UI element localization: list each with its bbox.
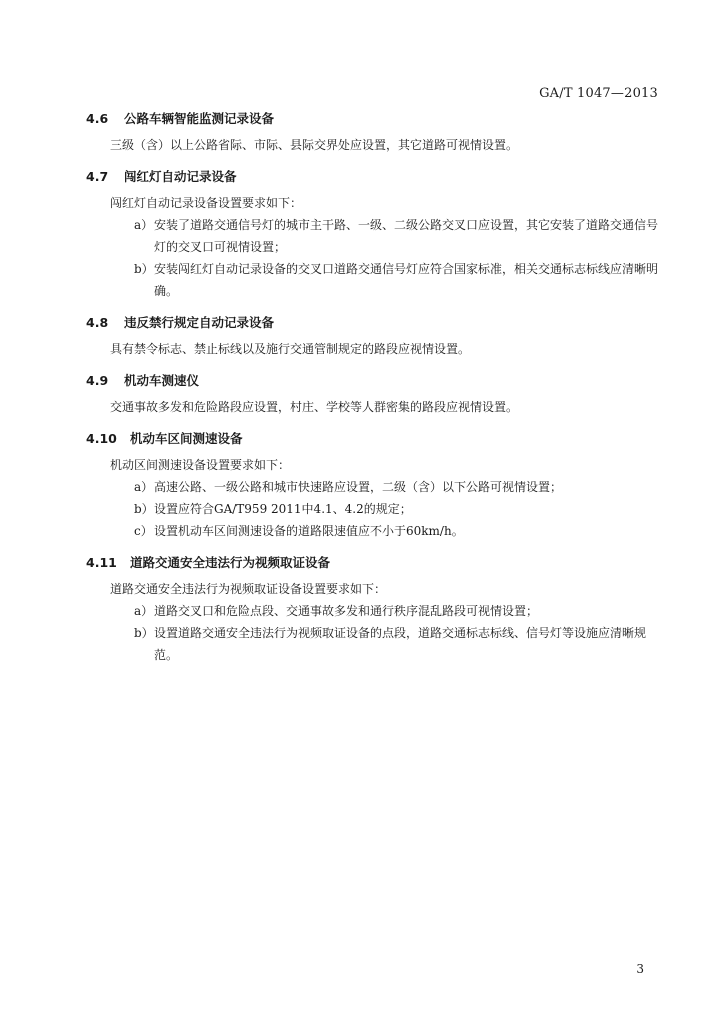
list-marker: b） <box>134 626 154 640</box>
list-item <box>110 600 658 622</box>
section-4-9 <box>86 370 658 418</box>
section-number: 4.10 <box>86 431 117 446</box>
standard-code: GA/T 1047—2013 <box>539 86 658 101</box>
section-title <box>86 552 658 574</box>
list-item <box>110 214 658 258</box>
section-number: 4.7 <box>86 169 109 184</box>
section-number: 4.8 <box>86 315 109 330</box>
section-heading: 机动车区间测速设备 <box>130 431 243 446</box>
list-text: 安装了道路交通信号灯的城市主干路、一级、二级公路交叉口应设置，其它安装了道路交通信号灯的交叉口可视情设置； <box>154 218 659 254</box>
section-title <box>86 166 658 188</box>
requirement-list <box>86 214 658 302</box>
section-heading: 闯红灯自动记录设备 <box>124 169 237 184</box>
section-heading: 机动车测速仪 <box>124 373 200 388</box>
list-marker: b） <box>134 502 154 516</box>
section-heading: 违反禁行规定自动记录设备 <box>124 315 275 330</box>
section-paragraph: 机动区间测速设备设置要求如下： <box>110 458 291 472</box>
section-heading: 公路车辆智能监测记录设备 <box>124 111 275 126</box>
list-marker: a） <box>134 480 154 494</box>
page-number: 3 <box>636 962 644 976</box>
list-item <box>110 258 658 302</box>
section-number: 4.11 <box>86 555 117 570</box>
section-paragraph: 具有禁令标志、禁止标线以及施行交通管制规定的路段应视情设置。 <box>110 342 471 356</box>
list-marker: c） <box>134 524 153 538</box>
section-4-7 <box>86 166 658 302</box>
document-body <box>86 108 658 676</box>
list-text: 安装闯红灯自动记录设备的交叉口道路交通信号灯应符合国家标准，相关交通标志标线应清晰明确。 <box>154 262 659 298</box>
section-paragraph: 三级（含）以上公路省际、市际、县际交界处应设置，其它道路可视情设置。 <box>110 138 519 152</box>
section-title <box>86 108 658 130</box>
section-title <box>86 312 658 334</box>
list-item <box>110 520 658 542</box>
section-heading: 道路交通安全违法行为视频取证设备 <box>130 555 331 570</box>
list-text: 高速公路、一级公路和城市快速路应设置，二级（含）以下公路可视情设置； <box>154 480 563 494</box>
list-item <box>110 498 658 520</box>
list-text: 设置应符合GA/T959 2011中4.1、4.2的规定； <box>154 502 412 516</box>
list-item <box>110 622 658 666</box>
section-4-6 <box>86 108 658 156</box>
section-number: 4.9 <box>86 373 109 388</box>
list-text: 道路交叉口和危险点段、交通事故多发和通行秩序混乱路段可视情设置； <box>154 604 539 618</box>
section-number: 4.6 <box>86 111 109 126</box>
list-marker: a） <box>134 604 154 618</box>
list-item <box>110 476 658 498</box>
list-text: 设置机动车区间测速设备的道路限速值应不小于60km/h。 <box>154 524 464 538</box>
section-4-10 <box>86 428 658 542</box>
list-marker: a） <box>134 218 154 232</box>
requirement-list <box>86 476 658 542</box>
section-paragraph: 闯红灯自动记录设备设置要求如下： <box>110 196 303 210</box>
section-title <box>86 370 658 392</box>
list-marker: b） <box>134 262 154 276</box>
requirement-list <box>86 600 658 666</box>
list-text: 设置道路交通安全违法行为视频取证设备的点段，道路交通标志标线、信号灯等设施应清晰规范。 <box>154 626 647 662</box>
section-4-11 <box>86 552 658 666</box>
section-paragraph: 交通事故多发和危险路段应设置，村庄、学校等人群密集的路段应视情设置。 <box>110 400 519 414</box>
section-4-8 <box>86 312 658 360</box>
section-paragraph: 道路交通安全违法行为视频取证设备设置要求如下： <box>110 582 387 596</box>
section-title <box>86 428 658 450</box>
